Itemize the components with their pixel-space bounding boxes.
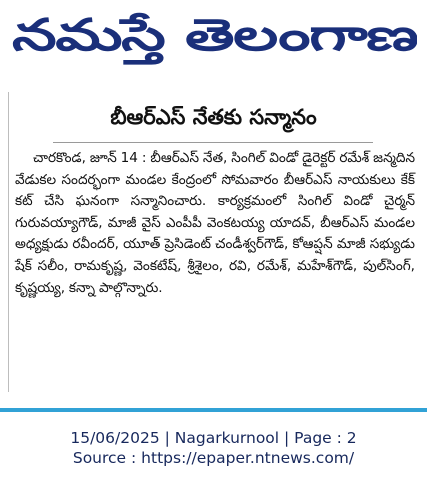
footer-divider — [0, 408, 427, 412]
article-body: చారకొండ, జూన్ 14 : బీఆర్ఎస్ నేత, సింగిల్ విండో డైరెక్టర్ రమేశ్ జన్మదిన వేడుకల సందర్భంగా మండల కేంద్రంలో సోమవారం బీఆర్ఎస్ నాయకులు కేక్ కట్ చేసి ఘనంగా సన్మానించారు. కార్యక్రమంలో సింగిల్ విండో చైర్మన్ గురువయ్యాగౌడ్, మాజీ వైస్ ఎంపీపీ వెంకటయ్య యాదవ్, బీఆర్ఎస్ మండల అధ్యక్షుడు రవీందర్, యూత్ ప్రెసిడెంట్ చండీశ్వర్‌గౌడ్, కోఆప్షన్ మాజీ సభ్యుడు షేక్ సలీం, రామకృష్ణ, వెంకటేష్, శ్రీశైలం, రవి, రమేశ్, మహేశ్‌గౌడ్, పుల్‌సింగ్, కృష్ణయ్య, కన్నా పాల్గొన్నారు. — [15, 150, 415, 296]
masthead-title: నమస్తే తెలంగాణ — [12, 10, 417, 61]
headline-divider — [53, 142, 373, 143]
article-headline: బీఆర్ఎస్ నేతకు సన్మానం — [110, 105, 317, 129]
article-clipping — [8, 92, 418, 392]
newspaper-masthead — [12, 6, 417, 68]
source-link[interactable]: Source : https://epaper.ntnews.com/ — [72, 449, 355, 467]
publication-info: 15/06/2025 | Nagarkurnool | Page : 2 — [70, 429, 357, 447]
clipping-footer — [0, 428, 427, 468]
